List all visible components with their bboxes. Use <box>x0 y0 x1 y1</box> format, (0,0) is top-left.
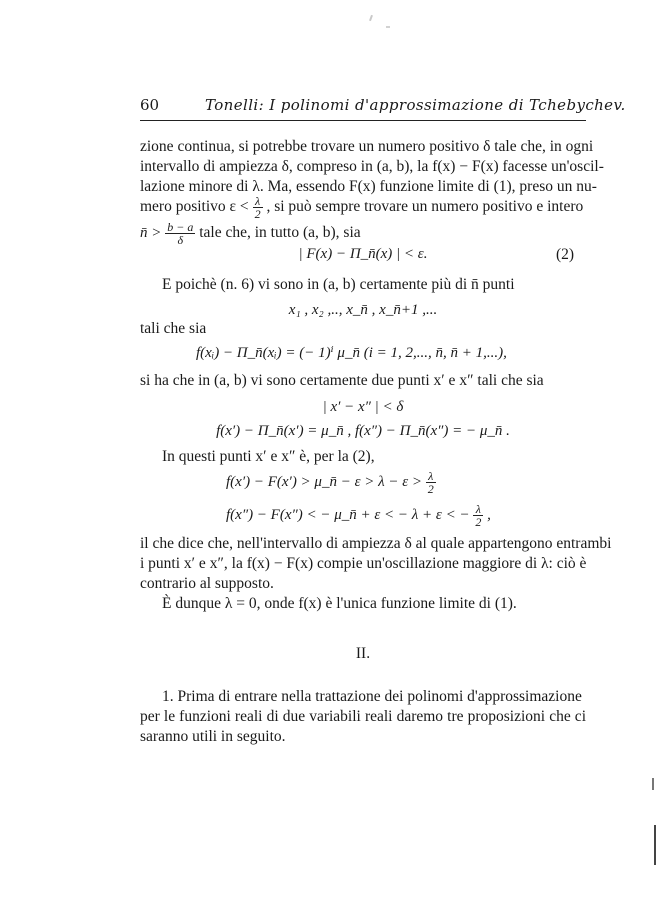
page-number: 60 <box>140 96 160 114</box>
text-line: E poichè (n. 6) vi sono in (a, b) certamente più di n̄ punti <box>162 276 515 293</box>
text-fragment: n̄ > <box>140 225 162 242</box>
fraction-denominator: 2 <box>475 515 482 529</box>
text-line-with-fraction <box>140 221 361 246</box>
fraction-numerator: λ <box>426 470 436 483</box>
fraction-numerator: λ <box>473 503 483 516</box>
text-line-with-fraction <box>140 195 583 220</box>
text-line: saranno utili in seguito. <box>140 728 286 745</box>
scan-edge-mark <box>652 778 654 790</box>
paper-speck <box>369 15 373 21</box>
header-rule <box>140 120 586 121</box>
text-line: intervallo di ampiezza δ, compreso in (a, b), la f(x) − F(x) facesse un'oscil- <box>140 158 604 175</box>
text-line: 1. Prima di entrare nella trattazione dei polinomi d'approssimazione <box>162 688 582 705</box>
text-line: contrario al supposto. <box>140 575 274 592</box>
fraction-lambda-over-2 <box>473 503 483 528</box>
fraction-denominator: δ <box>177 233 184 247</box>
running-title: Tonelli: I polinomi d'approssimazione di Tchebychev. <box>205 96 626 114</box>
fraction-denominator: 2 <box>427 482 434 496</box>
equation-points: x₁ , x₂ ,.., x_n̄ , x_n̄+1 ,... <box>288 302 438 318</box>
text-line: il che dice che, nell'intervallo di ampiezza δ al quale appartengono entrambi <box>140 535 612 552</box>
text-line: per le funzioni reali di due variabili reali daremo tre proposizioni che ci <box>140 708 586 725</box>
section-heading: II. <box>355 645 371 662</box>
equation-pair: f(x′) − Π_n̄(x′) = μ_n̄ , f(x″) − Π_n̄(x″) = − μ_n̄ . <box>216 423 510 439</box>
text-line: In questi punti x′ e x″ è, per la (2), <box>162 448 375 465</box>
text-line: i punti x′ e x″, la f(x) − F(x) compie un'oscillazione maggiore di λ: ciò è <box>140 555 587 572</box>
text-fragment: f(x″) − F(x″) < − μ_n̄ + ε < − λ + ε < − <box>226 506 470 523</box>
text-fragment: , si può sempre trovare un numero positivo e intero <box>266 198 584 216</box>
inequality-1 <box>226 470 436 495</box>
inequality-2 <box>226 503 491 528</box>
fraction-b-minus-a-over-delta <box>165 221 195 246</box>
fraction-numerator: b − a <box>167 220 194 234</box>
text-line: tali che sia <box>140 320 207 337</box>
fraction-lambda-over-2 <box>253 195 263 220</box>
equation-distance: | x′ − x″ | < δ <box>322 399 404 415</box>
text-fragment: , <box>487 506 491 523</box>
text-fragment: tale che, in tutto (a, b), sia <box>199 224 361 242</box>
text-fragment: f(x′) − F(x′) > μ_n̄ − ε > λ − ε > <box>226 473 423 490</box>
text-fragment: mero positivo ε < <box>140 198 249 216</box>
text-line: zione continua, si potrebbe trovare un numero positivo δ tale che, in ogni <box>140 138 594 155</box>
text-line: si ha che in (a, b) vi sono certamente due punti x′ e x″ tali che sia <box>140 372 544 389</box>
fraction-lambda-over-2 <box>426 470 436 495</box>
fraction-denominator: 2 <box>254 207 261 221</box>
scan-edge-mark <box>654 825 656 865</box>
fraction-numerator: λ <box>253 195 263 208</box>
equation-oscillation: f(xᵢ) − Π_n̄(xᵢ) = (− 1)ⁱ μ_n̄ (i = 1, 2,..., n̄, n̄ + 1,...), <box>196 345 507 361</box>
text-line: È dunque λ = 0, onde f(x) è l'unica funzione limite di (1). <box>162 595 517 612</box>
paper-speck <box>386 26 390 28</box>
text-line: lazione minore di λ. Ma, essendo F(x) funzione limite di (1), preso un nu- <box>140 178 597 195</box>
equation-label: (2) <box>556 246 575 263</box>
equation-2: | F(x) − Π_n̄(x) | < ε. <box>298 246 428 262</box>
